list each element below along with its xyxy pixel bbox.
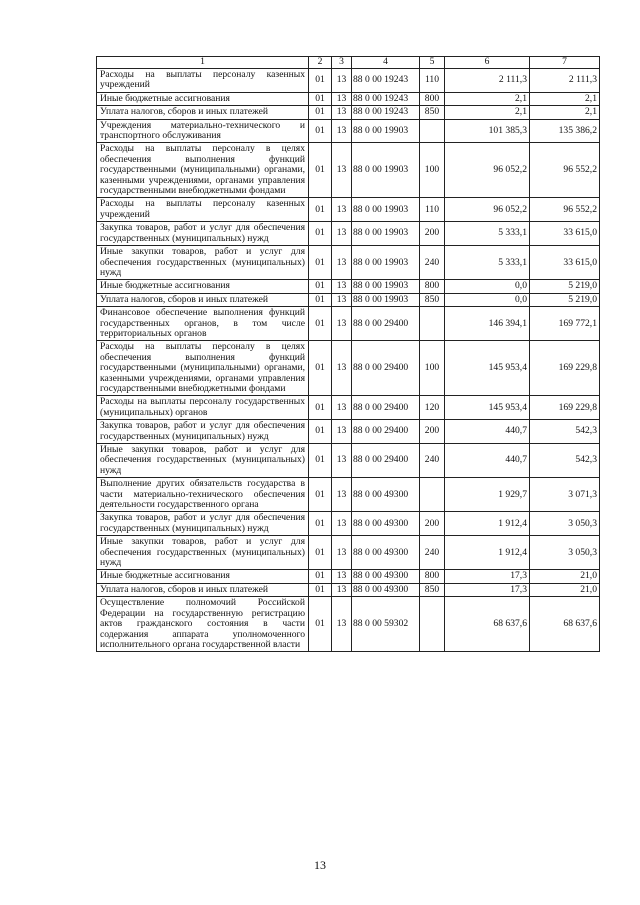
subsection-code-cell: 13: [332, 396, 352, 420]
amount-year1-cell: 17,3: [445, 583, 530, 596]
target-article-cell: 88 0 00 49300: [352, 583, 420, 596]
section-code-cell: 01: [309, 69, 332, 93]
expense-type-cell: 240: [420, 246, 445, 280]
expense-type-cell: 800: [420, 280, 445, 293]
amount-year2-cell: 542,3: [530, 420, 600, 444]
subsection-code-cell: 13: [332, 478, 352, 512]
amount-year2-cell: 21,0: [530, 583, 600, 596]
section-code-cell: 01: [309, 478, 332, 512]
section-code-cell: 01: [309, 222, 332, 246]
section-code-cell: 01: [309, 246, 332, 280]
section-code-cell: 01: [309, 570, 332, 583]
amount-year1-cell: 0,0: [445, 280, 530, 293]
target-article-cell: 88 0 00 19903: [352, 119, 420, 143]
table-row: [97, 143, 600, 198]
subsection-code-cell: 13: [332, 143, 352, 198]
amount-year1-cell: 96 052,2: [445, 143, 530, 198]
amount-year2-cell: 68 637,6: [530, 597, 600, 652]
section-code-cell: 01: [309, 420, 332, 444]
amount-year1-cell: 1 912,4: [445, 512, 530, 536]
section-code-cell: 01: [309, 119, 332, 143]
amount-year1-cell: 145 953,4: [445, 396, 530, 420]
column-header: 1: [97, 57, 309, 69]
target-article-cell: 88 0 00 19243: [352, 106, 420, 119]
target-article-cell: 88 0 00 19903: [352, 222, 420, 246]
table-body: [97, 69, 600, 652]
amount-year1-cell: 68 637,6: [445, 597, 530, 652]
subsection-code-cell: 13: [332, 570, 352, 583]
expense-type-cell: [420, 307, 445, 341]
subsection-code-cell: 13: [332, 307, 352, 341]
target-article-cell: 88 0 00 49300: [352, 478, 420, 512]
section-code-cell: 01: [309, 198, 332, 222]
column-header: 5: [420, 57, 445, 69]
target-article-cell: 88 0 00 19243: [352, 92, 420, 105]
amount-year2-cell: 2,1: [530, 92, 600, 105]
expense-name-cell: Расходы на выплаты персоналу казенных учреждений: [97, 69, 309, 93]
amount-year1-cell: 145 953,4: [445, 341, 530, 396]
section-code-cell: 01: [309, 307, 332, 341]
column-header: 3: [332, 57, 352, 69]
expense-name-cell: Расходы на выплаты персоналу в целях обеспечения выполнения функций государственными (муниципальными) органами, казенными учреждениями, органами управления государственными внебюджетными фондами: [97, 143, 309, 198]
amount-year1-cell: 440,7: [445, 444, 530, 478]
table-row: [97, 92, 600, 105]
subsection-code-cell: 13: [332, 246, 352, 280]
expense-name-cell: Учреждения материально-технического и транспортного обслуживания: [97, 119, 309, 143]
amount-year2-cell: 2 111,3: [530, 69, 600, 93]
target-article-cell: 88 0 00 29400: [352, 307, 420, 341]
subsection-code-cell: 13: [332, 119, 352, 143]
subsection-code-cell: 13: [332, 583, 352, 596]
amount-year2-cell: 169 229,8: [530, 341, 600, 396]
table-row: [97, 597, 600, 652]
expense-type-cell: 110: [420, 69, 445, 93]
expense-name-cell: Закупка товаров, работ и услуг для обеспечения государственных (муниципальных) нужд: [97, 512, 309, 536]
target-article-cell: 88 0 00 49300: [352, 536, 420, 570]
amount-year2-cell: 5 219,0: [530, 293, 600, 306]
expense-type-cell: 850: [420, 106, 445, 119]
table-row: [97, 512, 600, 536]
expense-type-cell: 200: [420, 420, 445, 444]
target-article-cell: 88 0 00 49300: [352, 570, 420, 583]
amount-year2-cell: 33 615,0: [530, 222, 600, 246]
budget-table: [96, 56, 600, 652]
table-row: [97, 198, 600, 222]
target-article-cell: 88 0 00 19903: [352, 143, 420, 198]
page-number: 13: [314, 858, 326, 872]
section-code-cell: 01: [309, 536, 332, 570]
amount-year1-cell: 5 333,1: [445, 222, 530, 246]
expense-name-cell: Уплата налогов, сборов и иных платежей: [97, 293, 309, 306]
expense-type-cell: 110: [420, 198, 445, 222]
section-code-cell: 01: [309, 583, 332, 596]
amount-year1-cell: 1 929,7: [445, 478, 530, 512]
expense-type-cell: 200: [420, 222, 445, 246]
section-code-cell: 01: [309, 341, 332, 396]
amount-year2-cell: 96 552,2: [530, 198, 600, 222]
expense-type-cell: 100: [420, 341, 445, 396]
amount-year2-cell: 169 772,1: [530, 307, 600, 341]
expense-type-cell: 120: [420, 396, 445, 420]
table-row: [97, 307, 600, 341]
target-article-cell: 88 0 00 19903: [352, 198, 420, 222]
amount-year2-cell: 96 552,2: [530, 143, 600, 198]
table-row: [97, 280, 600, 293]
expense-type-cell: 200: [420, 512, 445, 536]
target-article-cell: 88 0 00 29400: [352, 341, 420, 396]
target-article-cell: 88 0 00 29400: [352, 444, 420, 478]
table-row: [97, 478, 600, 512]
subsection-code-cell: 13: [332, 512, 352, 536]
expense-name-cell: Уплата налогов, сборов и иных платежей: [97, 106, 309, 119]
subsection-code-cell: 13: [332, 420, 352, 444]
expense-type-cell: [420, 119, 445, 143]
amount-year2-cell: 169 229,8: [530, 396, 600, 420]
expense-name-cell: Иные бюджетные ассигнования: [97, 280, 309, 293]
amount-year2-cell: 5 219,0: [530, 280, 600, 293]
amount-year1-cell: 146 394,1: [445, 307, 530, 341]
section-code-cell: 01: [309, 444, 332, 478]
subsection-code-cell: 13: [332, 69, 352, 93]
section-code-cell: 01: [309, 106, 332, 119]
expense-name-cell: Осуществление полномочий Российской Федерации на государственную регистрацию актов гражданского состояния в части содержания аппарата уполномоченного исполнительного органа государственной власти: [97, 597, 309, 652]
expense-name-cell: Иные закупки товаров, работ и услуг для обеспечения государственных (муниципальных) нужд: [97, 444, 309, 478]
expense-name-cell: Финансовое обеспечение выполнения функций государственных органов, в том числе территориальных органов: [97, 307, 309, 341]
expense-name-cell: Уплата налогов, сборов и иных платежей: [97, 583, 309, 596]
table-row: [97, 420, 600, 444]
section-code-cell: 01: [309, 92, 332, 105]
section-code-cell: 01: [309, 293, 332, 306]
expense-type-cell: 240: [420, 444, 445, 478]
subsection-code-cell: 13: [332, 536, 352, 570]
subsection-code-cell: 13: [332, 444, 352, 478]
expense-name-cell: Иные закупки товаров, работ и услуг для обеспечения государственных (муниципальных) нужд: [97, 246, 309, 280]
amount-year2-cell: 2,1: [530, 106, 600, 119]
amount-year2-cell: 3 071,3: [530, 478, 600, 512]
target-article-cell: 88 0 00 49300: [352, 512, 420, 536]
amount-year1-cell: 0,0: [445, 293, 530, 306]
amount-year1-cell: 440,7: [445, 420, 530, 444]
expense-type-cell: 240: [420, 536, 445, 570]
amount-year2-cell: 21,0: [530, 570, 600, 583]
section-code-cell: 01: [309, 143, 332, 198]
amount-year2-cell: 135 386,2: [530, 119, 600, 143]
amount-year2-cell: 33 615,0: [530, 246, 600, 280]
target-article-cell: 88 0 00 19903: [352, 280, 420, 293]
amount-year2-cell: 3 050,3: [530, 536, 600, 570]
subsection-code-cell: 13: [332, 293, 352, 306]
section-code-cell: 01: [309, 512, 332, 536]
table-row: [97, 396, 600, 420]
column-header: 4: [352, 57, 420, 69]
expense-type-cell: 850: [420, 293, 445, 306]
target-article-cell: 88 0 00 19903: [352, 246, 420, 280]
table-row: [97, 293, 600, 306]
column-header: 7: [530, 57, 600, 69]
expense-name-cell: Расходы на выплаты персоналу в целях обеспечения выполнения функций государственными (муниципальными) органами, казенными учреждениями, органами управления государственными внебюджетными фондами: [97, 341, 309, 396]
amount-year2-cell: 3 050,3: [530, 512, 600, 536]
subsection-code-cell: 13: [332, 341, 352, 396]
table-row: [97, 106, 600, 119]
table-row: [97, 222, 600, 246]
amount-year2-cell: 542,3: [530, 444, 600, 478]
table-row: [97, 444, 600, 478]
table-row: [97, 570, 600, 583]
expense-type-cell: 100: [420, 143, 445, 198]
header-row: [97, 57, 600, 69]
subsection-code-cell: 13: [332, 222, 352, 246]
amount-year1-cell: 1 912,4: [445, 536, 530, 570]
expense-name-cell: Закупка товаров, работ и услуг для обеспечения государственных (муниципальных) нужд: [97, 222, 309, 246]
expense-name-cell: Иные бюджетные ассигнования: [97, 92, 309, 105]
amount-year1-cell: 96 052,2: [445, 198, 530, 222]
expense-type-cell: [420, 478, 445, 512]
amount-year1-cell: 17,3: [445, 570, 530, 583]
table-row: [97, 341, 600, 396]
target-article-cell: 88 0 00 29400: [352, 420, 420, 444]
section-code-cell: 01: [309, 280, 332, 293]
table-row: [97, 536, 600, 570]
subsection-code-cell: 13: [332, 92, 352, 105]
target-article-cell: 88 0 00 59302: [352, 597, 420, 652]
amount-year1-cell: 5 333,1: [445, 246, 530, 280]
subsection-code-cell: 13: [332, 597, 352, 652]
expense-name-cell: Иные закупки товаров, работ и услуг для обеспечения государственных (муниципальных) нужд: [97, 536, 309, 570]
target-article-cell: 88 0 00 19243: [352, 69, 420, 93]
expense-type-cell: 800: [420, 92, 445, 105]
expense-name-cell: Иные бюджетные ассигнования: [97, 570, 309, 583]
section-code-cell: 01: [309, 597, 332, 652]
expense-type-cell: 850: [420, 583, 445, 596]
expense-name-cell: Расходы на выплаты персоналу государственных (муниципальных) органов: [97, 396, 309, 420]
amount-year1-cell: 2,1: [445, 106, 530, 119]
column-header: 6: [445, 57, 530, 69]
amount-year1-cell: 101 385,3: [445, 119, 530, 143]
expense-name-cell: Расходы на выплаты персоналу казенных учреждений: [97, 198, 309, 222]
subsection-code-cell: 13: [332, 280, 352, 293]
table-row: [97, 583, 600, 596]
expense-name-cell: Выполнение других обязательств государства в части материально-технического обеспечения деятельности государственного органа: [97, 478, 309, 512]
column-header: 2: [309, 57, 332, 69]
table-row: [97, 246, 600, 280]
expense-name-cell: Закупка товаров, работ и услуг для обеспечения государственных (муниципальных) нужд: [97, 420, 309, 444]
expense-type-cell: [420, 597, 445, 652]
amount-year1-cell: 2,1: [445, 92, 530, 105]
section-code-cell: 01: [309, 396, 332, 420]
target-article-cell: 88 0 00 29400: [352, 396, 420, 420]
target-article-cell: 88 0 00 19903: [352, 293, 420, 306]
table-row: [97, 119, 600, 143]
expense-type-cell: 800: [420, 570, 445, 583]
amount-year1-cell: 2 111,3: [445, 69, 530, 93]
subsection-code-cell: 13: [332, 198, 352, 222]
table-row: [97, 69, 600, 93]
subsection-code-cell: 13: [332, 106, 352, 119]
